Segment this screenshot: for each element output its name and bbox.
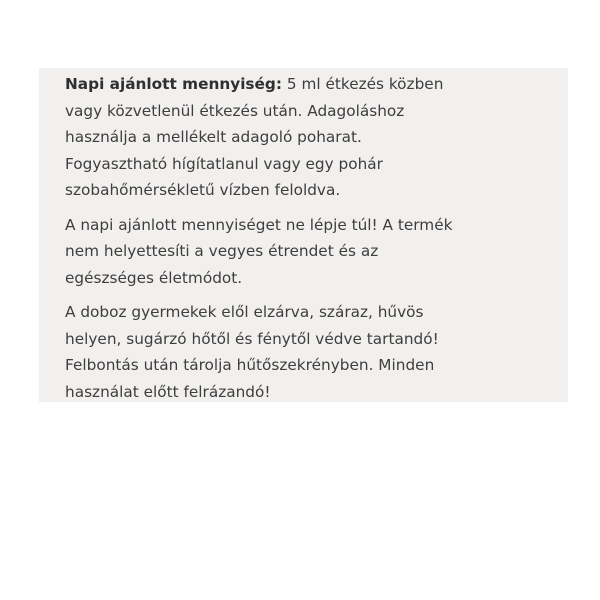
storage-paragraph: [65, 299, 560, 405]
text-line: 5 ml étkezés közben: [286, 75, 444, 93]
text-line: A napi ajánlott mennyiséget ne lépje túl! A termék: [65, 215, 453, 234]
text-line: nem helyettesíti a vegyes étrendet és az: [65, 242, 379, 260]
warning-paragraph: [65, 212, 560, 292]
text-line: A doboz gyermekek elől elzárva, száraz, hűvös: [65, 303, 424, 321]
text-line: Fogyasztható hígítatlanul vagy egy pohár: [65, 154, 383, 173]
text-line: vagy közvetlenül étkezés után. Adagoláshoz: [65, 101, 405, 120]
product-info-panel: [39, 68, 568, 402]
dosage-label: Napi ajánlott mennyiség:: [65, 75, 282, 93]
text-line: szobahőmérsékletű vízben feloldva.: [65, 181, 341, 199]
text-line: Felbontás után tárolja hűtőszekrényben. Minden: [65, 356, 435, 374]
text-line: egészséges életmódot.: [65, 268, 243, 287]
text-line: használja a mellékelt adagoló poharat.: [65, 128, 362, 146]
dosage-paragraph: [65, 71, 560, 204]
text-line: használat előtt felrázandó!: [65, 382, 271, 401]
text-line: helyen, sugárzó hőtől és fénytől védve tartandó!: [65, 329, 439, 348]
